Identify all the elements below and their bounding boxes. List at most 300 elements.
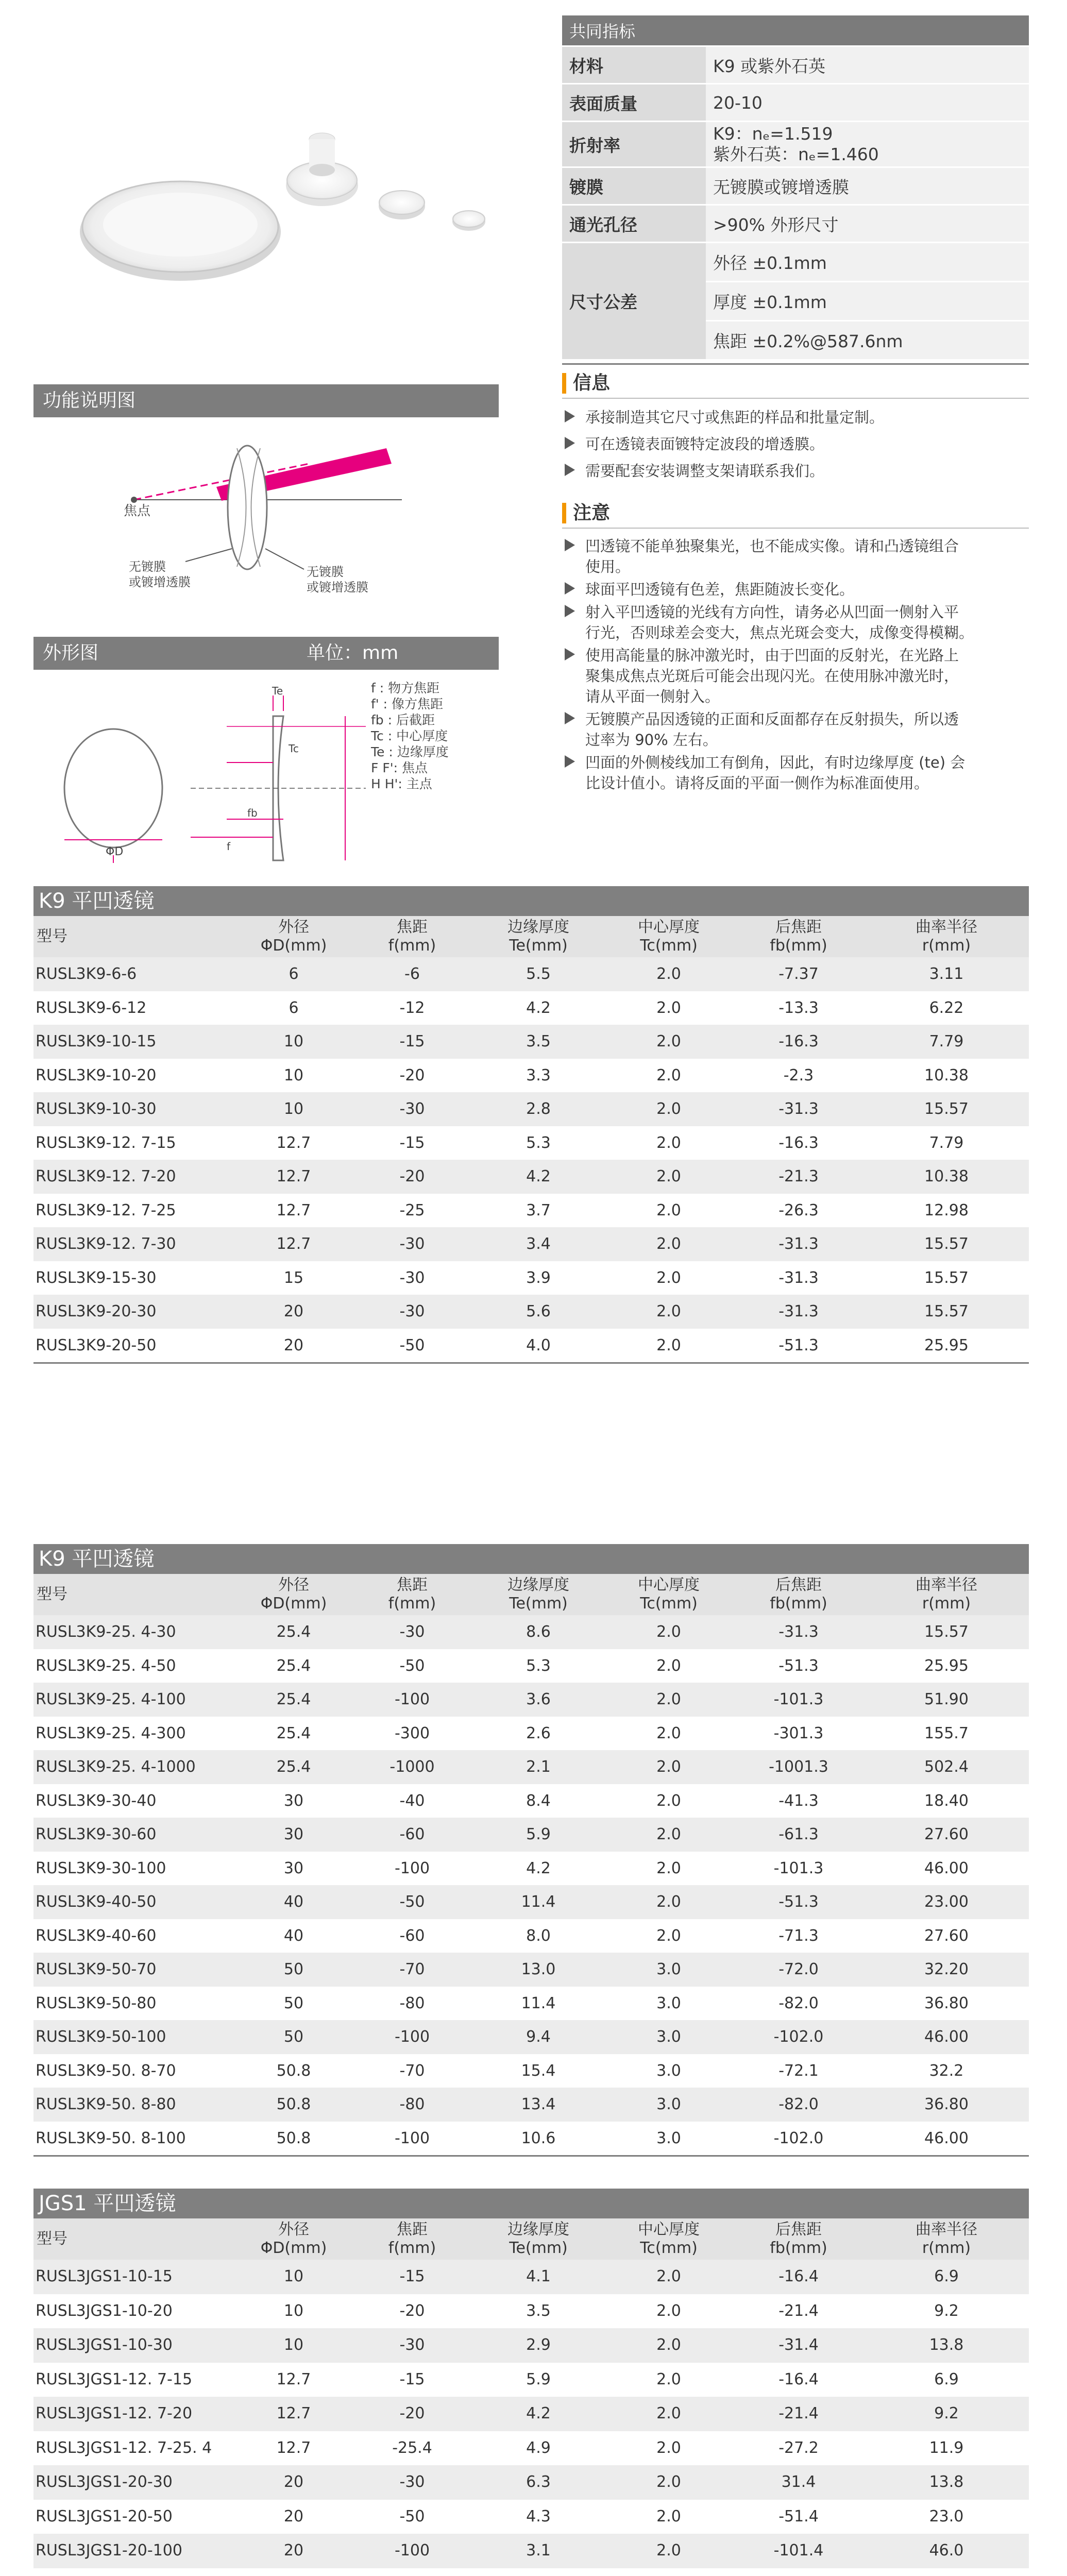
cell-value: 13.0 [521,1960,556,1978]
cell-model: RUSL3K9-25. 4-50 [36,1656,176,1675]
spec-value: >90% 外形尺寸 [706,205,1029,243]
cell-value: -300 [394,1724,430,1742]
focus-label: 焦点 [124,503,151,519]
spec-value: 外径 ±0.1mm [706,243,1029,282]
shape-legend [371,680,449,792]
cell-value: 3.9 [526,1268,551,1287]
cell-value: 32.2 [929,2061,964,2080]
cell-value: -30 [399,2473,425,2491]
table-row [33,2088,1029,2122]
table-row [33,1649,1029,1683]
cell-value: -100 [394,1690,430,1708]
cell-model: RUSL3K9-25. 4-30 [36,1623,176,1641]
cell-value: 46.0 [929,2541,964,2560]
cell-value: 2.0 [656,1100,681,1118]
header-cell: 焦距 f(mm) [388,2221,436,2257]
table-row [33,1953,1029,1987]
cell-value: -16.3 [778,1133,819,1152]
cell-value: 5.9 [526,2370,551,2388]
cell-value: 2.0 [656,1133,681,1152]
cell-value: 3.3 [526,1066,551,1084]
spec-title: 共同指标 [562,15,1029,46]
f-label: f [227,840,231,853]
cell-value: -40 [399,1791,425,1810]
cell-value: -16.4 [778,2370,819,2388]
cell-value: -1001.3 [769,1758,828,1776]
cell-value: 12.7 [276,2404,311,2422]
cell-value: 2.0 [656,1167,681,1185]
cell-value: 2.0 [656,2370,681,2388]
cell-value [232,2568,355,2576]
cell-value: 12.7 [276,1133,311,1152]
cell-value: 3.4 [526,1235,551,1253]
table-row [33,2534,1029,2568]
cell-value: -7.37 [778,965,819,983]
cell-value: 8.0 [526,1926,551,1945]
cell-value: -72.0 [778,1960,819,1978]
left-coat-label-1: 无镀膜 [129,560,166,574]
cell-value: 15.57 [924,1302,969,1320]
spec-value: 焦距 ±0.2%@587.6nm [706,321,1029,360]
header-model: 型号 [37,927,67,945]
cell-model: RUSL3K9-50-80 [36,1994,157,2012]
header-cell: 后焦距 fb(mm) [770,2221,827,2257]
cell-value: 2.0 [656,1926,681,1945]
table-row [33,2294,1029,2329]
cell-value: 3.11 [929,965,964,983]
cell-value: -51.3 [778,1893,819,1911]
table-row [33,2328,1029,2363]
cell-value: -30 [399,1302,425,1320]
table-header [33,1574,1029,1615]
cell-value: 2.0 [656,2267,681,2285]
cell-value: -102.0 [773,2129,824,2147]
cell-value: 50.8 [276,2095,311,2113]
cell-value: 10 [283,1066,304,1084]
spec-value: 20-10 [706,84,1029,122]
cell-model: RUSL3K9-30-60 [36,1825,157,1843]
info-item: 可在透镜表面镀特定波段的增透膜。 [565,434,1028,454]
cell-value: -50 [399,1336,425,1354]
table-row [33,957,1029,991]
spec-value: 无镀膜或镀增透膜 [706,167,1029,205]
info-title: 信息 [573,372,611,394]
cell-value: 2.0 [656,1268,681,1287]
cell-value: 25.4 [276,1623,311,1641]
cell-model: RUSL3K9-50. 8-70 [36,2061,176,2080]
spec-table [562,15,1029,361]
legend-item: Te : 边缘厚度 [371,744,449,759]
cell-value: 12.7 [276,1167,311,1185]
cell-value: 10 [283,1032,304,1050]
cell-value: 4.1 [526,2267,551,2285]
cell-value: 2.0 [656,2541,681,2560]
cell-value: -301.3 [773,1724,824,1742]
table-row [33,1987,1029,2021]
cell-value: -60 [399,1926,425,1945]
cell-value: 12.7 [276,2438,311,2457]
note-item: 无镀膜产品因透镜的正面和反面都存在反射损失，所以透 过率为 90% 左右。 [565,709,1028,750]
cell-value: 5.5 [526,965,551,983]
function-title: 功能说明图 [33,384,499,417]
info-divider [562,398,1029,399]
cell-value: 6.9 [934,2267,959,2285]
cell-value: -30 [399,1623,425,1641]
cell-value: -30 [399,1268,425,1287]
cell-value: 2.0 [656,1066,681,1084]
cell-value: -12 [399,998,425,1017]
header-model: 型号 [37,1585,67,1603]
te-label: Te [272,685,283,697]
header-cell: 中心厚度 Tc(mm) [638,2221,700,2257]
cell-value: 2.0 [656,2438,681,2457]
table-row [33,1615,1029,1649]
header-cell: 曲率半径 r(mm) [916,1576,977,1613]
cell-value: 3.0 [656,1960,681,1978]
cell-value: 3.1 [526,2541,551,2560]
cell-value: 2.0 [656,2507,681,2526]
header-cell: 后焦距 fb(mm) [770,1576,827,1613]
cell-model: RUSL3K9-30-100 [36,1859,166,1877]
cell-value: 2.0 [656,1724,681,1742]
cell-value: -51.3 [778,1656,819,1675]
spec-key: 尺寸公差 [562,243,706,360]
cell-value: 9.4 [526,2028,551,2046]
dia-label: ΦD [106,845,124,858]
cell-value: 2.0 [656,1623,681,1641]
table-row [33,2500,1029,2534]
cell-value: 2.9 [526,2336,551,2354]
cell-model: RUSL3K9-12. 7-30 [36,1235,176,1253]
cell-value: -41.3 [778,1791,819,1810]
cell-value: -100 [394,2541,430,2560]
cell-value: -1000 [389,1758,435,1776]
cell-value: 502.4 [924,1758,969,1776]
cell-value: -80 [399,1994,425,2012]
header-cell: 曲率半径 r(mm) [916,2221,977,2257]
cell-value: 13.8 [929,2473,964,2491]
table-row [33,2054,1029,2088]
cell-value: -60 [399,1825,425,1843]
cell-value: 27.60 [924,1926,969,1945]
cell-value: 2.0 [656,1758,681,1776]
cell-value: -30 [399,1100,425,1118]
table-bottom-line [33,1362,1029,1364]
cell-value: 8.4 [526,1791,551,1810]
cell-value: 20 [283,1302,304,1320]
header-cell: 外径 ΦD(mm) [260,2221,327,2257]
cell-value: 46.00 [924,2129,969,2147]
cell-value: -21.3 [778,1167,819,1185]
cell-model: RUSL3K9-15-30 [36,1268,157,1287]
cell-value: -50 [399,1656,425,1675]
cell-value: 3.0 [656,2095,681,2113]
cell-value: -61.3 [778,1825,819,1843]
table-title: JGS1 平凹透镜 [33,2189,1029,2218]
cell-value: 2.0 [656,1656,681,1675]
cell-value: 15.57 [924,1235,969,1253]
table-row [33,1885,1029,1919]
spec-key: 镀膜 [562,167,706,205]
cell-value: 2.6 [526,1724,551,1742]
cell-value: 5.6 [526,1302,551,1320]
cell-value: 155.7 [924,1724,969,1742]
cell-value: 5.9 [526,1825,551,1843]
cell-value: 25.95 [924,1656,969,1675]
cell-value: 6 [289,965,299,983]
cell-model: RUSL3JGS1-10-20 [36,2301,173,2320]
cell-value: 20 [283,2507,304,2526]
header-cell: 曲率半径 r(mm) [916,918,977,955]
cell-value: 2.1 [526,1758,551,1776]
note-item: 凹面的外侧棱线加工有倒角，因此，有时边缘厚度 (te) 会 比设计值小。请将反面的平面一侧作为标准面使用。 [565,752,1028,793]
cell-model: RUSL3JGS1-12. 7-20 [36,2404,193,2422]
cell-value: -20 [399,2301,425,2320]
cell-value: 50.8 [276,2061,311,2080]
cell-model: RUSL3K9-10-30 [36,1100,157,1118]
cell-value: 46.00 [924,1859,969,1877]
cell-value: 7.79 [929,1133,964,1152]
cell-value: -30 [399,1235,425,1253]
cell-value: -20 [399,2404,425,2422]
cell-value: -30 [399,2336,425,2354]
table-row [33,1919,1029,1953]
header-cell: 中心厚度 Tc(mm) [638,918,700,955]
cell-value: 11.4 [521,1893,556,1911]
note-item: 使用高能量的脉冲激光时，由于凹面的反射光，在光路上 聚集成焦点光斑后可能会出现闪光。在使用脉冲激光时， 请从平面一侧射入。 [565,645,1028,707]
cell-model: RUSL3K9-50-70 [36,1960,157,1978]
cell-model [33,2568,262,2576]
info-list [565,407,1028,487]
cell-value: -20 [399,1066,425,1084]
cell-value: 30 [283,1791,304,1810]
cell-value: 20 [283,2541,304,2560]
cell-value: 27.60 [924,1825,969,1843]
table-row [33,1126,1029,1160]
cell-value: 5.3 [526,1133,551,1152]
function-diagram [82,433,402,598]
cell-value: 23.00 [924,1893,969,1911]
cell-model: RUSL3K9-50. 8-80 [36,2095,176,2113]
table-row [33,1160,1029,1194]
cell-model: RUSL3K9-20-30 [36,1302,157,1320]
cell-value: 30 [283,1825,304,1843]
cell-value: 2.0 [656,2473,681,2491]
cell-value: 25.95 [924,1336,969,1354]
cell-value: 2.0 [656,1336,681,1354]
header-model: 型号 [37,2230,67,2248]
header-cell: 焦距 f(mm) [388,1576,436,1613]
cell-value: -26.3 [778,1201,819,1219]
cell-value: 3.7 [526,1201,551,1219]
cell-value: -31.3 [778,1235,819,1253]
legend-item: fb : 后截距 [371,713,435,727]
cell-model: RUSL3K9-40-50 [36,1893,157,1911]
right-coat-label-1: 无镀膜 [307,565,344,579]
cell-value: -70 [399,1960,425,1978]
cell-value: -6 [404,965,420,983]
cell-value: -15 [399,1032,425,1050]
cell-value: 2.0 [656,1690,681,1708]
cell-model: RUSL3K9-20-50 [36,1336,157,1354]
cell-value: 2.0 [656,1235,681,1253]
table-title: K9 平凹透镜 [33,1544,1029,1574]
cell-value: 40 [283,1926,304,1945]
cell-value: 6.22 [929,998,964,1017]
table-row [33,2260,1029,2294]
cell-value: -51.4 [778,2507,819,2526]
shape-diagram [57,685,376,876]
cell-value: 2.0 [656,2301,681,2320]
cell-model: RUSL3K9-30-40 [36,1791,157,1810]
table-row [33,1784,1029,1818]
cell-value: 3.0 [656,2028,681,2046]
cell-value: -20 [399,1167,425,1185]
cell-model: RUSL3JGS1-20-50 [36,2507,173,2526]
cell-value: 11.9 [929,2438,964,2457]
cell-value: -15 [399,1133,425,1152]
cell-value: 4.2 [526,2404,551,2422]
cell-value: 4.9 [526,2438,551,2457]
left-coat-label-2: 或镀增透膜 [129,575,191,589]
cell-value: 3.6 [526,1690,551,1708]
cell-value: 2.0 [656,1201,681,1219]
cell-value: 10.38 [924,1066,969,1084]
cell-value: 2.0 [656,965,681,983]
cell-value: 25.4 [276,1690,311,1708]
right-coat-label-2: 或镀增透膜 [307,580,368,595]
legend-item: F F': 焦点 [371,760,428,775]
spec-key: 折射率 [562,122,706,167]
cell-value: -13.3 [778,998,819,1017]
cell-value: 12.7 [276,1235,311,1253]
cell-value: 4.3 [526,2507,551,2526]
cell-value: 50 [283,1994,304,2012]
cell-model: RUSL3K9-25. 4-100 [36,1690,186,1708]
cell-value: 12.7 [276,2370,311,2388]
header-cell: 边缘厚度 Te(mm) [507,918,569,955]
cell-value: 2.0 [656,1032,681,1050]
cell-value: -82.0 [778,2095,819,2113]
table-row [33,1683,1029,1717]
cell-value: -31.4 [778,2336,819,2354]
table-row [33,1717,1029,1751]
cell-value: -31.3 [778,1302,819,1320]
cell-value: 4.2 [526,1167,551,1185]
cell-value: -82.0 [778,1994,819,2012]
cell-value: 15.57 [924,1268,969,1287]
table-header [33,2218,1029,2260]
table-row [33,2122,1029,2156]
cell-model: RUSL3K9-25. 4-1000 [36,1758,196,1776]
header-cell: 后焦距 fb(mm) [770,918,827,955]
cell-value: -50 [399,1893,425,1911]
cell-value: -101.3 [773,1859,824,1877]
header-cell: 中心厚度 Tc(mm) [638,1576,700,1613]
cell-value: 9.2 [934,2301,959,2320]
table-bottom-line [33,2155,1029,2157]
cell-value [885,2568,1008,2576]
cell-value: 50 [283,2028,304,2046]
table-row [33,2397,1029,2431]
header-cell: 边缘厚度 Te(mm) [507,1576,569,1613]
cell-value: 2.0 [656,1859,681,1877]
cell-value: 30 [283,1859,304,1877]
table-row [33,2363,1029,2397]
legend-item: H H': 主点 [371,776,432,791]
cell-value: -21.4 [778,2404,819,2422]
cell-value: 23.0 [929,2507,964,2526]
cell-value: 40 [283,1893,304,1911]
cell-value: 10.6 [521,2129,556,2147]
tc-label: Tc [289,742,299,755]
cell-value: -100 [394,2129,430,2147]
table-row [33,1194,1029,1228]
cell-value: -2.3 [783,1066,814,1084]
cell-value: 13.4 [521,2095,556,2113]
table-row [33,2020,1029,2054]
cell-value: 15.57 [924,1623,969,1641]
cell-value: -25.4 [392,2438,432,2457]
cell-model: RUSL3K9-40-60 [36,1926,157,1945]
cell-value: -102.0 [773,2028,824,2046]
cell-value: 13.8 [929,2336,964,2354]
cell-value: 4.0 [526,1336,551,1354]
cell-value: 15.57 [924,1100,969,1118]
info-item: 承接制造其它尺寸或焦距的样品和批量定制。 [565,407,1028,428]
table-row [33,2431,1029,2466]
info-item: 需要配套安装调整支架请联系我们。 [565,461,1028,481]
cell-value: 5.3 [526,1656,551,1675]
cell-value: -27.2 [778,2438,819,2457]
table-row [33,1025,1029,1059]
cell-value: -25 [399,1201,425,1219]
cell-value: 10 [283,1100,304,1118]
legend-item: f' : 像方焦距 [371,697,443,711]
cell-value: 31.4 [781,2473,816,2491]
cell-value [350,2568,474,2576]
cell-value: -100 [394,1859,430,1877]
cell-value: -101.4 [773,2541,824,2560]
cell-value: 12.98 [924,1201,969,1219]
cell-model: RUSL3JGS1-12. 7-25. 4 [36,2438,212,2457]
note-item: 球面平凹透镜有色差，焦距随波长变化。 [565,579,1028,600]
cell-value: 3.0 [656,1994,681,2012]
table-row [33,2568,1029,2576]
fb-label: fb [247,807,258,819]
note-item: 射入平凹透镜的光线有方向性，请务必从凹面一侧射入平 行光，否则球差会变大，焦点光斑会变大，成像变得模糊。 [565,602,1028,643]
cell-value: 7.79 [929,1032,964,1050]
cell-value [607,2568,731,2576]
note-item: 凹透镜不能单独聚集光，也不能成实像。请和凸透镜组合 使用。 [565,536,1028,577]
cell-value: 18.40 [924,1791,969,1810]
spec-bottom-line [562,363,1029,365]
cell-value: -80 [399,2095,425,2113]
cell-value: 3.0 [656,2129,681,2147]
spec-value: 紫外石英：nₑ=1.460 [713,144,879,164]
cell-model: RUSL3JGS1-12. 7-15 [36,2370,193,2388]
cell-value: 2.0 [656,1893,681,1911]
cell-model: RUSL3K9-50. 8-100 [36,2129,186,2147]
table-row [33,1261,1029,1295]
cell-value: -50 [399,2507,425,2526]
cell-value: 10 [283,2301,304,2320]
cell-value: -31.3 [778,1100,819,1118]
cell-value: 3.5 [526,1032,551,1050]
cell-value: 6.9 [934,2370,959,2388]
cell-value: 32.20 [924,1960,969,1978]
cell-value: 51.90 [924,1690,969,1708]
